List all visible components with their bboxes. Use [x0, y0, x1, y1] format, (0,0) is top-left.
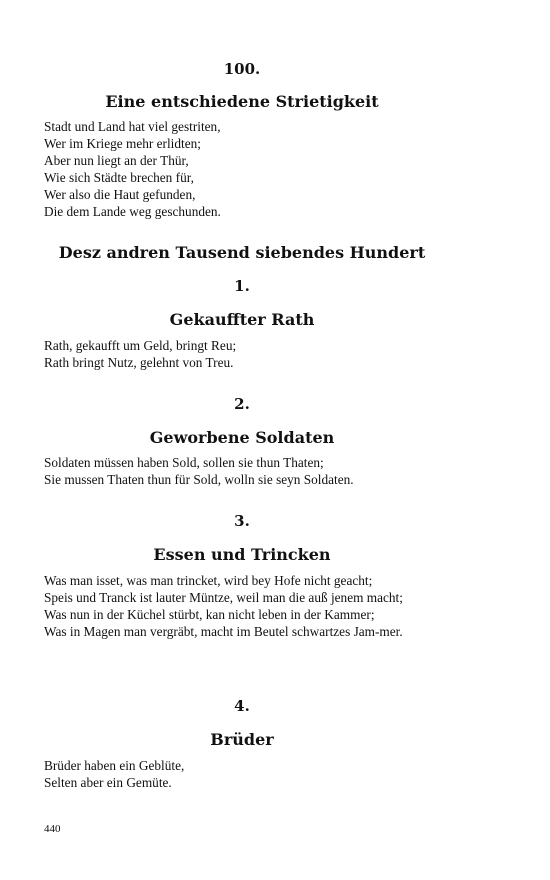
verse-line: Was in Magen man vergräbt, macht im Beutel schwartzes Jam-mer. — [44, 624, 403, 639]
poem-title: Brüder — [210, 730, 274, 749]
poem-verse — [44, 337, 442, 371]
poem-number: 2. — [234, 395, 250, 413]
section-title: Desz andren Tausend siebendes Hundert — [58, 243, 426, 262]
verse-line: Speis und Tranck ist lauter Müntze, weil man die auß jenem macht; — [44, 590, 403, 605]
poem-number: 4. — [234, 697, 250, 715]
poem-title: Geworbene Soldaten — [149, 428, 335, 447]
verse-line: Was man isset, was man trincket, wird bey Hofe nicht geacht; — [44, 573, 373, 588]
verse-line: Brüder haben ein Geblüte, — [44, 758, 185, 773]
verse-line: Wer im Kriege mehr erlidten; — [44, 136, 201, 151]
poem-number: 100. — [223, 60, 261, 78]
poem-number: 1. — [234, 277, 250, 295]
verse-line: Selten aber ein Gemüte. — [44, 775, 172, 790]
verse-line: Rath bringt Nutz, gelehnt von Treu. — [44, 355, 234, 370]
verse-line: Was nun in der Küchel stürbt, kan nicht leben in der Kammer; — [44, 607, 375, 622]
poem-verse — [44, 757, 442, 791]
poem-verse — [44, 118, 442, 220]
verse-line: Stadt und Land hat viel gestriten, — [44, 119, 221, 134]
poem-title: Essen und Trincken — [153, 545, 331, 564]
poem-verse — [44, 572, 442, 640]
poem-verse — [44, 454, 442, 488]
verse-line: Soldaten müssen haben Sold, sollen sie thun Thaten; — [44, 455, 324, 470]
verse-line: Wer also die Haut gefunden, — [44, 187, 196, 202]
verse-line: Sie mussen Thaten thun für Sold, wolln sie seyn Soldaten. — [44, 472, 354, 487]
verse-line: Die dem Lande weg geschunden. — [44, 204, 221, 219]
verse-line: Rath, gekaufft um Geld, bringt Reu; — [44, 338, 237, 353]
poem-title: Gekauffter Rath — [169, 310, 315, 329]
poem-number: 3. — [234, 512, 250, 530]
verse-line: Wie sich Städte brechen für, — [44, 170, 194, 185]
poem-title: Eine entschiedene Strietigkeit — [105, 92, 379, 111]
verse-line: Aber nun liegt an der Thür, — [44, 153, 189, 168]
page-number: 440 — [44, 823, 61, 835]
